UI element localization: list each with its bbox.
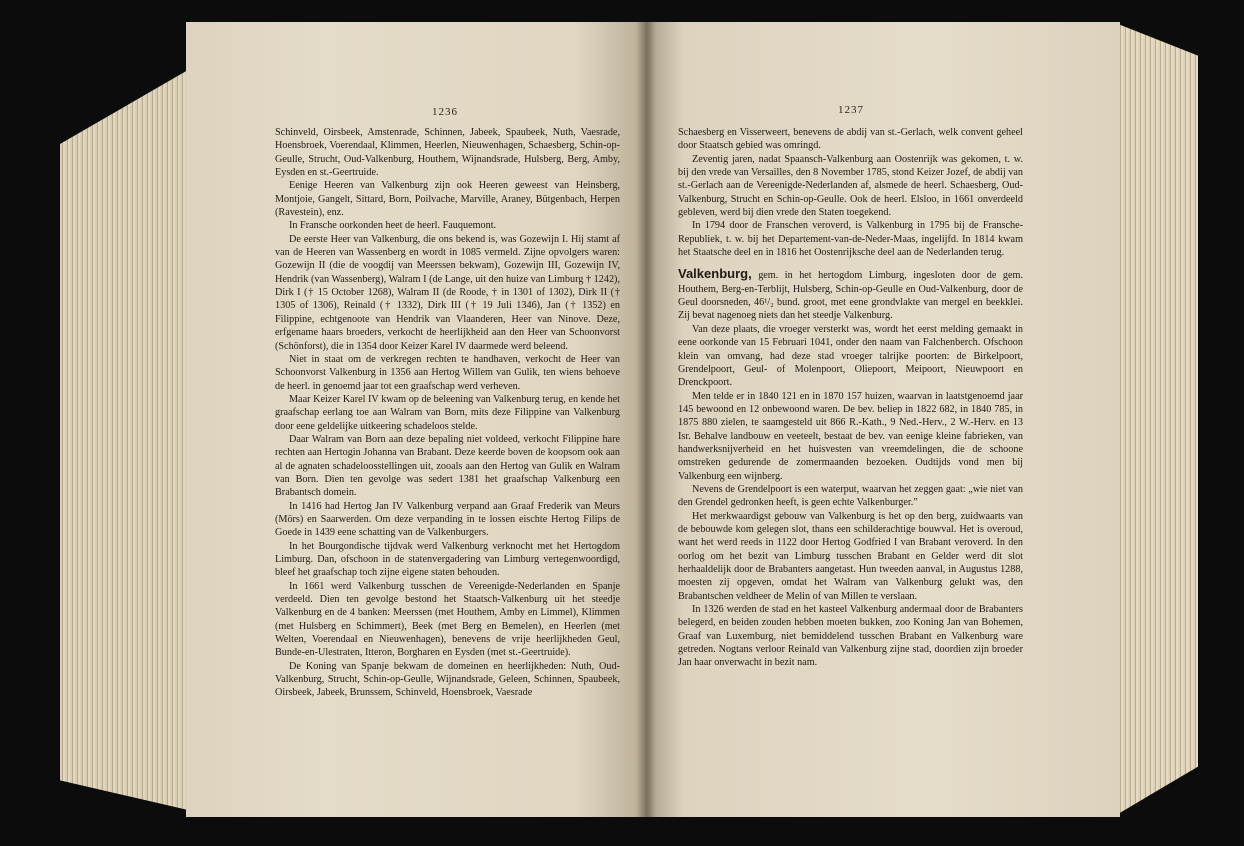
paragraph: Van deze plaats, die vroeger versterkt was, wordt het eerst melding gemaakt in eene oorkonde van 15 Februari 1041, onder den naam van Falchenberch. Ofschoon klein van omvang, had deze stad vroeger talrijke poorten: de Birkelpoort, Grendelpoort, Geul- of Molenpoort, Oliepoort, Meipoort, Nieuwpoort en Drenckpoort. (678, 323, 1023, 389)
paragraph: In het Bourgondische tijdvak werd Valkenburg verknocht met het Hertogdom Limburg. Dan, ofschoon in de statenvergadering van Limburg vertegenwoordigd, bleef het graafschap toch zijne eigene staten behouden. (275, 540, 620, 579)
entry-text: gem. in het hertogdom Limburg, ingesloten door de gem. Houthem, Berg-en-Terblijt, Hulsberg, Schin-op-Geulle en Oud-Valkenburg, door de Geul doorsneden, 46¹/₂ bund. groot, met eene grondvlakte van mergel en beekklei. Zij bevat nagenoeg niets dan het steedje Valkenburg. (678, 270, 1023, 322)
paragraph: Schaesberg en Visserweert, benevens de abdij van st.-Gerlach, welk convent geheel door Staatsch gebied was omringd. (678, 127, 1023, 152)
page-number-left: 1236 (432, 106, 458, 118)
paragraph: In 1661 werd Valkenburg tusschen de Vereenigde-Nederlanden en Spanje verdeeld. Dien ten gevolge bestond het Staatsch-Valkenburg uit het steedje Valkenburg en de 4 banken: Meerssen (met Houthem, Amby en Limmel), Klimmen (met Hulsberg en Schimmert), Beek (met Berg en Bemelen), en Heerlen (met Welten, Voerendaal en Nieuwenhagen), benevens de vrije heerlijkheden Geul, Bunde-en-Ulestraten, Itteron, Borgharen en Eysden (met st.-Geertruide). (275, 580, 620, 659)
entry-paragraph (678, 267, 1023, 322)
paragraph: Niet in staat om de verkregen rechten te handhaven, verkocht de Heer van Schoonvorst Valkenburg in 1356 aan Hertog Willem van Gulik, ten wiens behoeve de heerl. in genoemd jaar tot een graafschap werd verheven. (275, 353, 620, 392)
paragraph: De Koning van Spanje bekwam de domeinen en heerlijkheden: Nuth, Oud-Valkenburg, Strucht, Schin-op-Geulle, Wijnandsrade, Geleen, Schinnen, Spaubeek, Oirsbeek, Jabeek, Brunssem, Schinveld, Hoensbroek, Vaesrade (275, 660, 620, 699)
paragraph: In 1416 had Hertog Jan IV Valkenburg verpand aan Graaf Frederik van Meurs (Mörs) en Saarwerden. Om deze verpanding in te lossen eischte Hertog Filips de Goede in 1439 eene schatting van de Valkenburgers. (275, 500, 620, 539)
paragraph: Nevens de Grendelpoort is een waterput, waarvan het zeggen gaat: „wie niet van den Grendel gedronken heeft, is geen echte Valkenburger.” (678, 483, 1023, 509)
paragraph: Schinveld, Oirsbeek, Amstenrade, Schinnen, Jabeek, Spaubeek, Nuth, Vaesrade, Hoensbroek, Voerendaal, Klimmen, Heerlen, Nieuwenhagen, Schaesberg, Schin-op-Geulle, Strucht, Oud-Valkenburg, Houthem, Wijnandsrade, Hulsberg, Berg, Amby, Eysden en st.-Geertruide. (275, 127, 620, 179)
paragraph: Het merkwaardigst gebouw van Valkenburg is het op den berg, zuidwaarts van de bebouwde kom gelegen slot, thans een schilderachtige bouwval. Het is overoud, want het werd reeds in 1122 door Hertog Godfried I van Brabant veroverd. In den oorlog om het bezit van Limburg tusschen Brabant en Gelder werd dit slot herhaaldelijk door de Brabanters aangetast. Hun tweeden aanval, in Augustus 1288, moesten zij opgeven, omdat het Walram van Valkenburg gelukt was, den Brabantschen veldheer de Melin of van Millen te verslaan. (678, 510, 1023, 602)
paragraph: In 1326 werden de stad en het kasteel Valkenburg andermaal door de Brabanters belegerd, en beiden zouden hebben moeten bukken, zoo Koning Jan van Bohemen, Graaf van Luxemburg, niet bemiddelend tusschen Brabant en Valkenburg ware getreden. Nogtans verloor Reinald van Valkenburg zijne stad, doordien zijn broeder Jan haar onverwacht in bezit nam. (678, 604, 1023, 669)
paragraph: Eenige Heeren van Valkenburg zijn ook Heeren geweest van Heinsberg, Montjoie, Gangelt, Sittard, Born, Poilvache, Marville, Araney, Bütgenbach, Herpen (Ravestein), enz. (275, 180, 620, 219)
paragraph: Zeventig jaren, nadat Spaansch-Valkenburg aan Oostenrijk was gekomen, t. w. bij den vrede van Versailles, den 8 November 1785, stond Keizer Jozef, de abdij van st.-Gerlach aan de Vereenigde-Nederlanden af, alsmede de heerl. Schaesberg, Oud-Valkenburg, Strucht en Schin-op-Geulle. Ook de heerl. Elsloo, in 1661 onverdeeld gebleven, werd bij dien vrede den Staten toegekend. (678, 153, 1023, 219)
paragraph: In Fransche oorkonden heet de heerl. Fauquemont. (289, 220, 497, 232)
left-column-text (275, 126, 620, 700)
paragraph: De eerste Heer van Valkenburg, die ons bekend is, was Gozewijn I. Hij stamt af van de Heeren van Wassenberg en wordt in 1085 vermeld. Zijne opvolgers waren: Gozewijn II (die de voogdij van Meerssen bekwam), Gozewijn III, Gozewijn IV, Hendrik (van Wassenberg), Walram I (de Lange, uit den huize van Limburg † 1242), Dirk I († 15 October 1268), Walram II (de Roode, † in 1301 of 1302), Dirk II († 1305 of 1306), Reinald († 1332), Dirk III († 19 Juli 1346), Jan († 1352) en Filippine, echtgenoote van Hendrik van Vlaanderen, Heer van Ninove. Deze, erfgename haars broeders, verkocht de heerlijkheid aan den Heer van Schoonvorst (Schönforst), die in 1354 door Keizer Karel IV daarmede werd beleend. (275, 233, 620, 352)
paragraph: In 1794 door de Franschen veroverd, is Valkenburg in 1795 bij de Fransche-Republiek, t. w. bij het Departement-van-de-Neder-Maas, ingelijfd. In 1814 kwam het Staatsche deel en in 1816 het Oostenrijksche deel aan de Nederlanden terug. (678, 220, 1023, 259)
page-edges-right (1118, 24, 1198, 814)
paragraph: Men telde er in 1840 121 en in 1870 157 huizen, waarvan in laatstgenoemd jaar 145 bewoond en 12 onbewoond waren. De bev. beliep in 1822 682, in 1840 785, in 1875 880 zielen, te saamgesteld uit 866 R.-Kath., 9 Ned.-Herv., 2 W.-Herv. en 13 Isr. Behalve landbouw en veeteelt, bestaat de bev. van eenige kleine fabrieken, van handwerksnijverheid en het huisvesten van vreemdelingen, die de schoone omstreken gedurende de zomermaanden bezoeken. Oudtijds vond men bij Valkenburg een wijnberg. (678, 390, 1023, 482)
paragraph: Daar Walram van Born aan deze bepaling niet voldeed, verkocht Filippine hare rechten aan Hertogin Johanna van Brabant. Deze keerde boven de koopsom ook aan al de agnaten schadeloosstellingen uit, zooals aan den Hertog van Gulik en Walram van Born. Dien ten gevolge was sedert 1381 het graafschap Valkenburg een Brabantsch domein. (275, 433, 620, 499)
page-edges-left (60, 70, 188, 810)
paragraph: Maar Keizer Karel IV kwam op de beleening van Valkenburg terug, en kende het graafschap eerlang toe aan Walram van Born, mits deze Filippine van Valkenburg door eene geldelijke uitkeering schadeloos stelde. (275, 393, 620, 432)
book-gutter (636, 22, 656, 817)
entry-headword: Valkenburg, (678, 266, 752, 282)
page-number-right: 1237 (838, 104, 864, 116)
right-column-text (678, 126, 1023, 670)
